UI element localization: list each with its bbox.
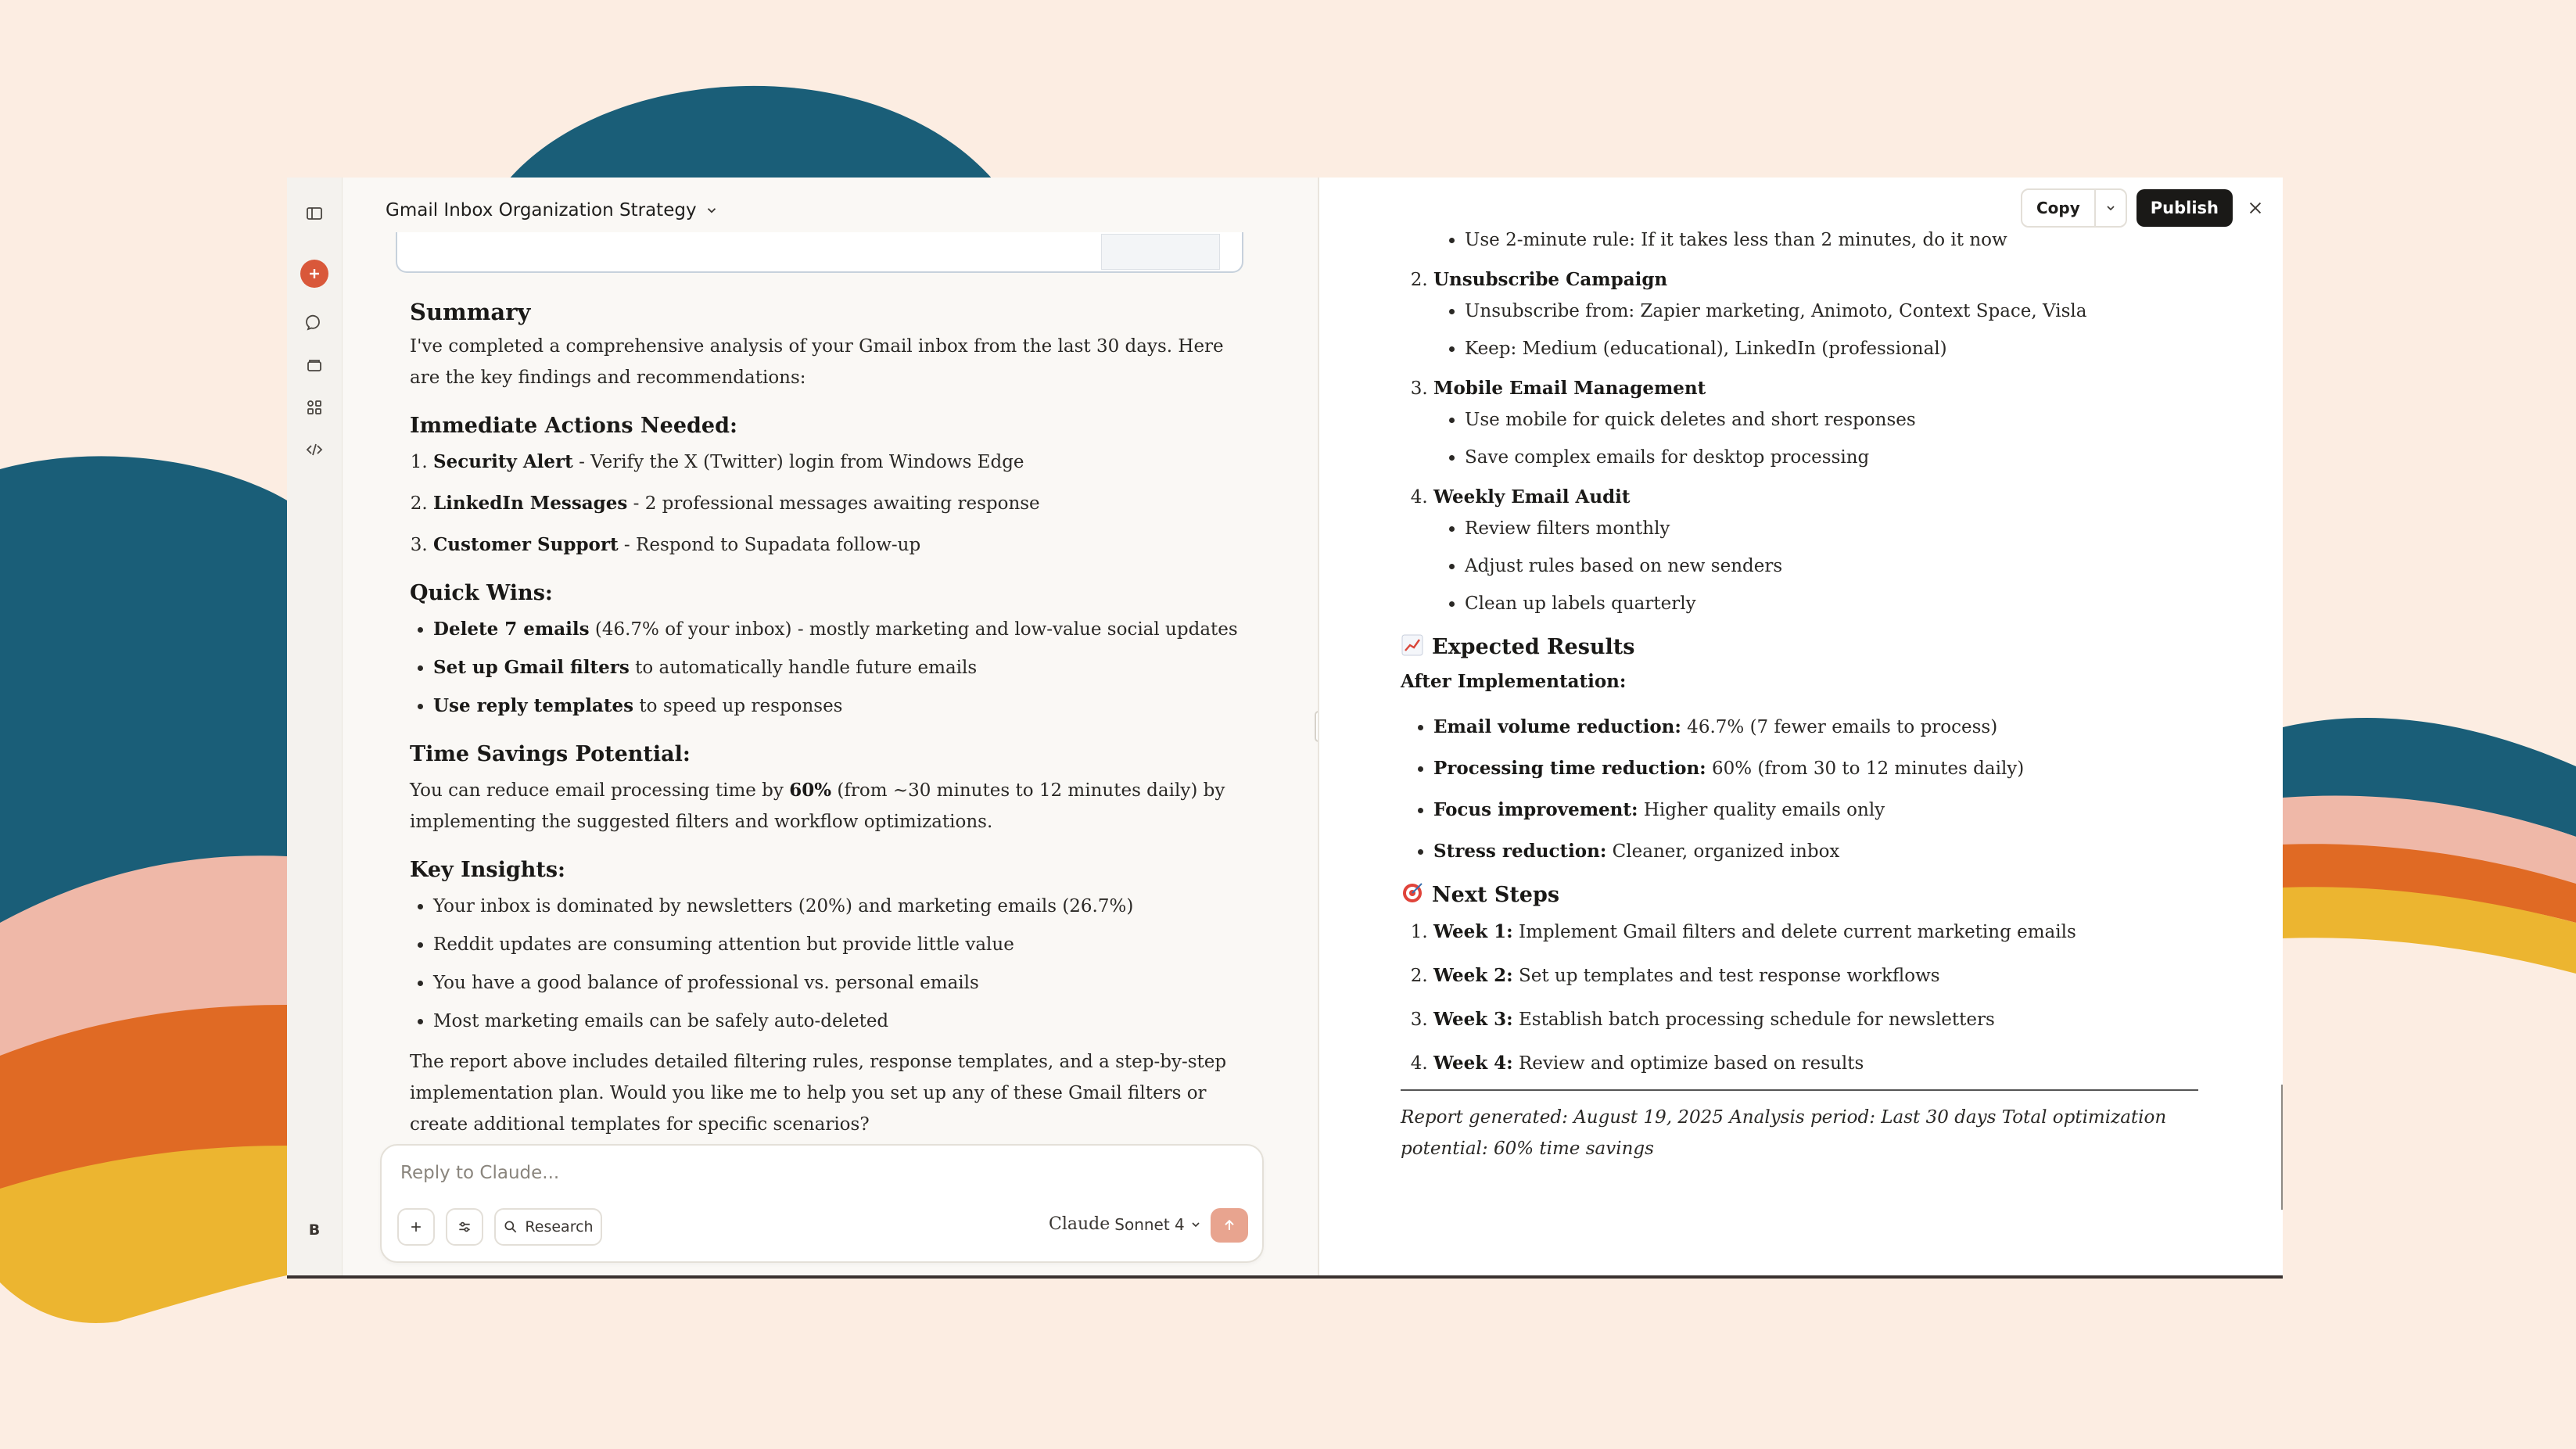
- list-item: • Stress reduction: Cleaner, organized inbox: [1433, 836, 2222, 867]
- quick-wins-heading: Quick Wins:: [410, 581, 553, 605]
- list-item: • Unsubscribe from: Zapier marketing, Animoto, Context Space, Visla: [1465, 296, 2222, 327]
- next-steps-heading: Next Steps: [1401, 880, 2222, 911]
- research-button[interactable]: [494, 1208, 602, 1246]
- list-item: 1. Week 1: Implement Gmail filters and delete current marketing emails: [1433, 914, 2222, 948]
- list-item: • Email volume reduction: 46.7% (7 fewer emails to process): [1433, 712, 2222, 743]
- list-item: 1. Security Alert - Verify the X (Twitter) login from Windows Edge: [433, 447, 1239, 478]
- quick-wins-list: [410, 614, 1239, 722]
- closing-text: The report above includes detailed filtering rules, response templates, and a step-by-step implementation plan. Would you like me to help you set up any of these Gmail filters or create additional templates for specific scenarios?: [410, 1052, 1227, 1135]
- list-item: 3. Customer Support - Respond to Supadata follow-up: [433, 529, 1239, 561]
- report-footer: Report generated: August 19, 2025 Analysis period: Last 30 days Total optimization potential: 60% time savings: [1401, 1107, 2167, 1159]
- sliders-icon: [457, 1219, 472, 1235]
- copy-button-group: [2021, 188, 2127, 228]
- artifacts-icon[interactable]: [300, 393, 328, 421]
- list-item: • You have a good balance of professional vs. personal emails: [433, 967, 1239, 999]
- tools-button[interactable]: [446, 1208, 483, 1246]
- app-window: [287, 178, 2283, 1279]
- list-item: • Most marketing emails can be safely auto-deleted: [433, 1006, 1239, 1037]
- list-item: • Delete 7 emails (46.7% of your inbox) - mostly marketing and low-value social updates: [433, 614, 1239, 645]
- section-mobile: 3. Mobile Email Management • Use mobile for quick deletes and short responses • Save complex emails for desktop processing: [1433, 371, 2222, 473]
- list-item: • Processing time reduction: 60% (from 30 to 12 minutes daily): [1433, 753, 2222, 784]
- user-avatar[interactable]: B: [308, 1221, 321, 1239]
- artifact-thumbnail: [1101, 234, 1220, 270]
- next-steps-list: [1401, 914, 2222, 1079]
- sidebar-toggle-icon[interactable]: [300, 199, 328, 228]
- reply-input[interactable]: Reply to Claude...: [400, 1163, 560, 1183]
- artifact-scrollbar[interactable]: [2281, 1085, 2283, 1210]
- model-selector[interactable]: [1049, 1214, 1202, 1234]
- code-icon[interactable]: [300, 436, 328, 464]
- model-version: Sonnet 4: [1114, 1214, 1185, 1234]
- list-item: 2. LinkedIn Messages - 2 professional messages awaiting response: [433, 488, 1239, 519]
- key-insights-list: [410, 891, 1239, 1037]
- chevron-down-icon: [2104, 202, 2117, 214]
- list-item: • Your inbox is dominated by newsletters (20%) and marketing emails (26.7%): [433, 891, 1239, 922]
- arrow-up-icon: [1222, 1218, 1237, 1233]
- top-bullet-list: [1401, 224, 2222, 256]
- chart-increasing-icon: [1401, 633, 1424, 657]
- target-icon: [1401, 881, 1424, 905]
- list-item: • Set up Gmail filters to automatically handle future emails: [433, 652, 1239, 683]
- immediate-actions-list: [410, 447, 1239, 561]
- summary-heading: Summary: [410, 299, 531, 325]
- new-chat-button[interactable]: [300, 260, 328, 288]
- time-savings-text: You can reduce email processing time by 60% (from ~30 minutes to 12 minutes daily) by implementing the suggested filters and workflow optimizations.: [410, 780, 1225, 832]
- list-item: • Adjust rules based on new senders: [1465, 551, 2222, 582]
- list-item: • Use mobile for quick deletes and short responses: [1465, 404, 2222, 436]
- close-icon: [2247, 199, 2264, 217]
- conversation-title-text: Gmail Inbox Organization Strategy: [386, 200, 697, 221]
- list-item: • Reddit updates are consuming attention but provide little value: [433, 929, 1239, 960]
- send-button[interactable]: [1211, 1208, 1248, 1243]
- chevron-down-icon: [1189, 1218, 1202, 1231]
- list-item: • Keep: Medium (educational), LinkedIn (professional): [1465, 333, 2222, 364]
- previous-artifact-card[interactable]: [396, 232, 1243, 273]
- chevron-down-icon: [705, 203, 719, 217]
- summary-text: I've completed a comprehensive analysis of your Gmail inbox from the last 30 days. Here are the key findings and recommendations:: [410, 336, 1224, 388]
- footer-divider: [1401, 1089, 2198, 1091]
- chat-pane: [343, 178, 1317, 1275]
- copy-options-button[interactable]: [2094, 190, 2126, 226]
- expected-results-heading: Expected Results: [1401, 632, 2222, 663]
- key-insights-heading: Key Insights:: [410, 858, 566, 882]
- assistant-message: [410, 279, 1239, 1140]
- section-unsubscribe: 2. Unsubscribe Campaign • Unsubscribe from: Zapier marketing, Animoto, Context Space, Visla • Keep: Medium (educational), LinkedIn (professional): [1433, 262, 2222, 364]
- left-rail: [287, 178, 343, 1275]
- list-item: • Clean up labels quarterly: [1465, 588, 2222, 619]
- artifact-pane: [1318, 178, 2283, 1275]
- list-item: 2. Week 2: Set up templates and test response workflows: [1433, 958, 2222, 992]
- results-list: [1401, 712, 2222, 867]
- section-weekly-audit: 4. Weekly Email Audit • Review filters monthly • Adjust rules based on new senders • Clean up labels quarterly: [1433, 479, 2222, 619]
- list-item: 3. Week 3: Establish batch processing schedule for newsletters: [1433, 1002, 2222, 1035]
- time-savings-heading: Time Savings Potential:: [410, 742, 691, 766]
- conversation-title[interactable]: [386, 195, 719, 226]
- list-item: • Save complex emails for desktop processing: [1465, 442, 2222, 473]
- copy-button[interactable]: Copy: [2036, 199, 2080, 217]
- after-implementation-label: After Implementation:: [1401, 671, 1627, 692]
- immediate-actions-heading: Immediate Actions Needed:: [410, 414, 737, 438]
- list-item: 4. Week 4: Review and optimize based on results: [1433, 1046, 2222, 1079]
- plus-icon: [408, 1219, 424, 1235]
- list-item: • Review filters monthly: [1465, 513, 2222, 544]
- artifact-toolbar: [2021, 188, 2269, 228]
- list-item: • Focus improvement: Higher quality emails only: [1433, 794, 2222, 826]
- model-name: Claude: [1049, 1214, 1110, 1234]
- artifact-content: [1401, 224, 2222, 1164]
- chats-icon[interactable]: [300, 309, 328, 337]
- search-icon: [503, 1219, 518, 1235]
- research-label: Research: [525, 1218, 594, 1236]
- projects-icon[interactable]: [300, 351, 328, 379]
- list-item: • Use reply templates to speed up responses: [433, 690, 1239, 722]
- close-artifact-button[interactable]: [2242, 195, 2269, 221]
- list-item: • Use 2-minute rule: If it takes less than 2 minutes, do it now: [1465, 224, 2222, 256]
- strategy-sections-list: [1401, 262, 2222, 619]
- publish-button[interactable]: Publish: [2137, 189, 2233, 227]
- reply-composer[interactable]: [380, 1144, 1264, 1263]
- add-attachment-button[interactable]: [397, 1208, 435, 1246]
